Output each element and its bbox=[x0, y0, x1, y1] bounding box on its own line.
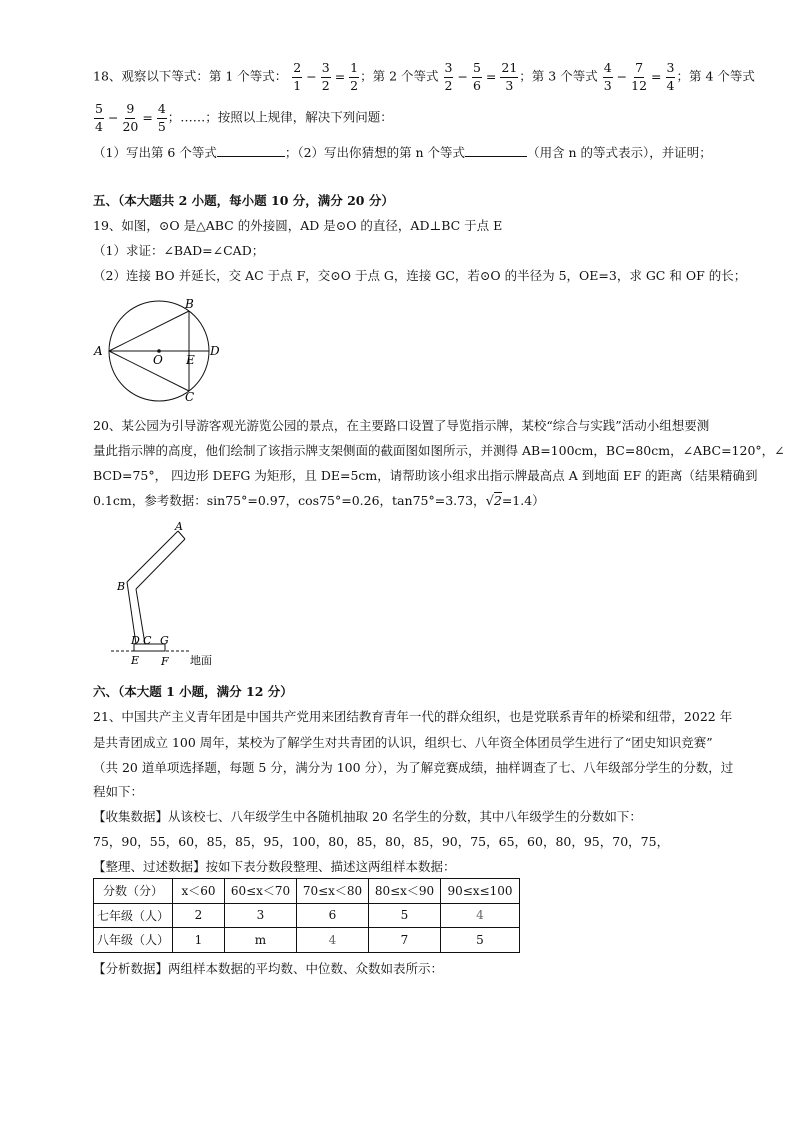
fraction: $\frac{9}{20}$ bbox=[122, 101, 139, 134]
label-d: D bbox=[131, 634, 140, 647]
label-o: O bbox=[153, 353, 163, 367]
q18-line1: 18、观察以下等式：第 1 个等式： $\frac{2}{1}$ − $\frac{3}{2}$ = $\frac{1}{2}$ ；第 2 个等式 $\frac{3}{2}$ − $\frac{5}{6}$ = $\frac{21}{3}$ ；第 3 个等式 $\frac{4}{3}$ − $\frac{7}{12}$ = $\frac{3}{4}$ ；第 4 个等式 bbox=[93, 60, 755, 93]
table-header-row bbox=[94, 879, 520, 904]
fraction: $\frac{5}{6}$ bbox=[472, 60, 481, 93]
q18-subquestions: （1）写出第 6 个等式 ；（2）写出你猜想的第 n 个等式 （用含 n 的等式表示），并证明； bbox=[93, 145, 712, 160]
q18-part2: ；（2）写出你猜想的第 n 个等式 bbox=[284, 145, 466, 160]
label-g: G bbox=[160, 634, 169, 647]
segment-ac bbox=[109, 351, 189, 391]
fraction: $\frac{1}{2}$ bbox=[350, 60, 359, 93]
table-cell: 5 bbox=[441, 928, 520, 953]
table-cell: 4 bbox=[441, 903, 520, 928]
q19-part1: （1）求证：∠BAD=∠CAD； bbox=[93, 243, 265, 258]
q21-line4: 程如下： bbox=[93, 784, 144, 799]
q19-part2: （2）连接 BO 并延长，交 AC 于点 F，交⊙O 于点 G，连接 GC，若⊙O 的半径为 5，OE=3，求 GC 和 OF 的长； bbox=[93, 268, 747, 283]
section-5-title: 五、（本大题共 2 小题，每小题 10 分，满分 20 分） bbox=[93, 193, 394, 208]
q19-circle-figure bbox=[92, 295, 227, 403]
fraction: $\frac{5}{4}$ bbox=[95, 101, 103, 134]
table-cell: 3 bbox=[225, 903, 297, 928]
table-header: 60≤x＜70 bbox=[225, 879, 297, 904]
q18-intro: 18、观察以下等式：第 1 个等式： bbox=[93, 68, 288, 84]
q21-analyze: 【分析数据】两组样本数据的平均数、中位数、众数如表所示： bbox=[93, 961, 444, 976]
arm-ba-outer bbox=[127, 531, 178, 582]
fraction: $\frac{4}{3}$ bbox=[603, 60, 612, 93]
fraction: $\frac{7}{12}$ bbox=[631, 60, 648, 93]
table-cell: 2 bbox=[173, 903, 225, 928]
q19-stem: 19、如图，⊙O 是△ABC 的外接圆，AD 是⊙O 的直径，AD⊥BC 于点 E bbox=[93, 218, 503, 233]
q18-line2: $\frac{5}{4}$ − $\frac{9}{20}$ = $\frac{4}{5}$ ；……；按照以上规律，解决下列问题： bbox=[95, 101, 393, 134]
q21-line2: 是共青团成立 100 周年，某校为了解学生对共青团的认识，组织七、八年资全体团员学生进行了“团史知识竞赛” bbox=[93, 735, 713, 750]
q20-line1: 20、某公园为引导游客观光游览公园的景点，在主要路口设置了导览指示牌，某校“综合与实践”活动小组想要测 bbox=[93, 418, 710, 433]
fraction: $\frac{21}{3}$ bbox=[501, 60, 518, 93]
fraction: $\frac{3}{4}$ bbox=[666, 60, 675, 93]
q21-collect: 【收集数据】从该校七、八年级学生中各随机抽取 20 名学生的分数，其中八年级学生的分数如下： bbox=[93, 809, 642, 824]
label-a: A bbox=[94, 344, 103, 358]
label-ground: 地面 bbox=[190, 654, 212, 667]
q20-line3: BCD=75°， 四边形 DEFG 为矩形，且 DE=5cm，请帮助该小组求出指示牌最高点 A 到地面 EF 的距离（结果精确到 bbox=[93, 468, 758, 483]
table-cell: 七年级（人） bbox=[94, 903, 173, 928]
table-header: 90≤x≤100 bbox=[441, 879, 520, 904]
q20-line4: 0.1cm，参考数据：sin75°=0.97，cos75°=0.26，tan75°=3.73，√2=1.4） bbox=[93, 493, 545, 509]
label-f: F bbox=[161, 655, 169, 668]
arm-ba-inner bbox=[136, 539, 185, 589]
q21-scores: 75，90，55，60，85，85，95，100，80，85，80，85，90，75，65，60，80，95，70，75， bbox=[93, 834, 670, 849]
sqrt-symbol: √ bbox=[485, 494, 494, 509]
table-header: 80≤x＜90 bbox=[369, 879, 441, 904]
fraction: $\frac{4}{5}$ bbox=[157, 101, 166, 134]
fraction: $\frac{2}{1}$ bbox=[293, 60, 302, 93]
section-6-title: 六、（本大题 1 小题，满分 12 分） bbox=[93, 684, 293, 699]
fraction: $\frac{3}{2}$ bbox=[444, 60, 453, 93]
q21-line1: 21、中国共产主义青年团是中国共产党用来团结教育青年一代的群众组织，也是党联系青年的桥梁和纽带，2022 年 bbox=[93, 709, 733, 724]
q20-line2: 量此指示牌的高度，他们绘制了该指示牌支架侧面的截面图如图所示，并测得 AB=100cm，BC=80cm，∠ABC=120°，∠ bbox=[93, 443, 785, 458]
label-e: E bbox=[131, 654, 140, 667]
fraction: $\frac{3}{2}$ bbox=[321, 60, 330, 93]
q21-line3: （共 20 道单项选择题，每题 5 分，满分为 100 分），为了解竞赛成绩，抽样调查了七、八年级部分学生的分数，过 bbox=[93, 760, 734, 775]
q21-organize: 【整理、过述数据】按如下表分数段整理、描述这两组样本数据： bbox=[93, 859, 456, 874]
score-distribution-table bbox=[93, 878, 520, 953]
table-header: 分数（分） bbox=[94, 879, 173, 904]
table-cell: 6 bbox=[297, 903, 369, 928]
label-e: E bbox=[186, 353, 195, 367]
q20-sign-figure bbox=[105, 520, 225, 670]
label-b: B bbox=[117, 580, 126, 593]
label-d: D bbox=[210, 344, 220, 358]
label-a: A bbox=[175, 520, 183, 533]
table-row bbox=[94, 903, 520, 928]
table-cell: 7 bbox=[369, 928, 441, 953]
answer-blank[interactable] bbox=[217, 156, 285, 157]
table-cell: 八年级（人） bbox=[94, 928, 173, 953]
label-c: C bbox=[143, 634, 152, 647]
q18-tail: ；……；按照以上规律，解决下列问题： bbox=[167, 109, 393, 125]
q18-part1: （1）写出第 6 个等式 bbox=[93, 145, 217, 160]
table-row bbox=[94, 928, 520, 953]
table-cell: m bbox=[225, 928, 297, 953]
table-cell: 4 bbox=[297, 928, 369, 953]
label-c: C bbox=[185, 390, 195, 403]
answer-blank[interactable] bbox=[465, 156, 527, 157]
table-header: 70≤x＜80 bbox=[297, 879, 369, 904]
table-cell: 5 bbox=[369, 903, 441, 928]
segment-ab bbox=[109, 311, 189, 351]
table-header: x＜60 bbox=[173, 879, 225, 904]
label-b: B bbox=[185, 297, 194, 311]
table-cell: 1 bbox=[173, 928, 225, 953]
